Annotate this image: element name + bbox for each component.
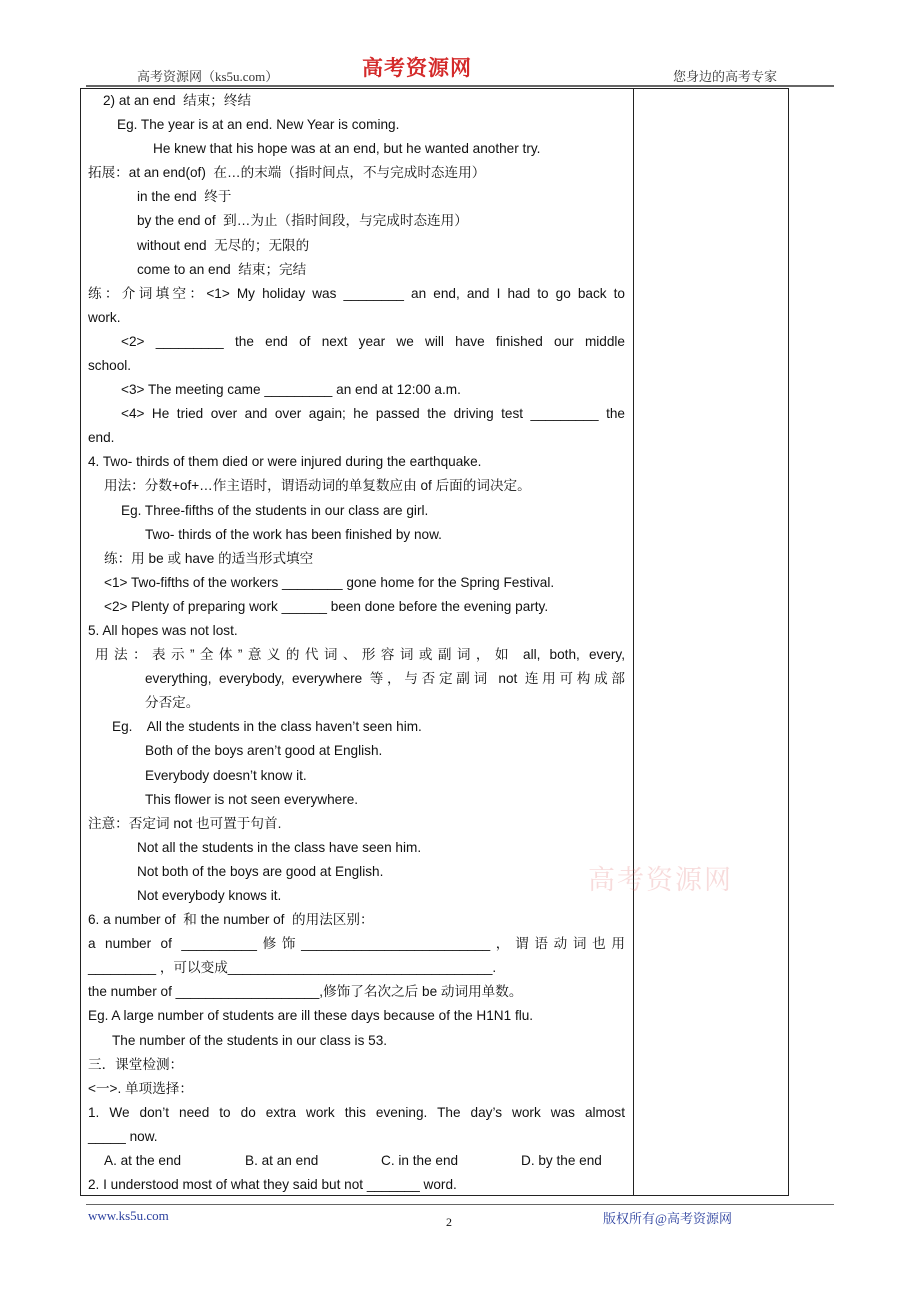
text-line: Not all the students in the class have seen him. <box>137 839 422 855</box>
text-line: <3> The meeting came _________ an end at 12:00 a.m. <box>121 382 461 398</box>
text-line: 拓展：at an end(of) 在…的末端（指时间点，不与完成时态连用） <box>88 165 486 181</box>
text-line: 4. Two- thirds of them died or were injured during the earthquake. <box>88 454 482 470</box>
text-line: _________ ，可以变成___________________________________. <box>88 960 497 976</box>
text-line: <1> Two-fifths of the workers ________ gone home for the Spring Festival. <box>104 574 555 590</box>
option-d: D. by the end <box>521 1153 602 1168</box>
watermark: 高考资源网 <box>588 865 733 896</box>
text-line: work. <box>88 309 121 325</box>
text-line: Eg. The year is at an end. New Year is coming. <box>117 117 400 133</box>
text-line: 练：介词填空：<1> My holiday was ________ an end, and I had to go back to <box>88 285 625 301</box>
text-line: Eg. Three-fifths of the students in our class are girl. <box>121 502 429 518</box>
text-line: 5. All hopes was not lost. <box>88 622 238 638</box>
text-line: come to an end 结束；完结 <box>137 261 307 277</box>
header-slogan: 您身边的高考专家 <box>673 69 778 84</box>
text-line: He knew that his hope was at an end, but he wanted another try. <box>153 141 541 157</box>
text-line: a number of __________修饰_________________________，谓语动词也用 <box>88 936 625 952</box>
text-line: 用法：表示”全体”意义的代词、形容词或副词，如 all, both, every, <box>95 647 625 663</box>
footer-link[interactable]: www.ks5u.com <box>88 1208 169 1223</box>
text-line: Everybody doesn’t know it. <box>145 767 307 783</box>
text-line: _____ now. <box>88 1128 158 1144</box>
text-line: Not both of the boys are good at English. <box>137 863 384 879</box>
table-column-divider <box>633 88 634 1196</box>
text-line: Not everybody knows it. <box>137 887 282 903</box>
text-line: 注意：否定词 not 也可置于句首. <box>88 815 282 831</box>
footer-divider <box>86 1204 834 1205</box>
text-line: 1. We don’t need to do extra work this evening. The day’s work was almost <box>88 1104 625 1120</box>
text-line: Both of the boys aren’t good at English. <box>145 743 383 759</box>
text-line: by the end of 到…为止（指时间段，与完成时态连用） <box>137 213 468 229</box>
text-line: <4> He tried over and over again; he passed the driving test _________ the <box>121 406 625 422</box>
text-line: 6. a number of 和 the number of 的用法区别： <box>88 912 374 928</box>
text-line: <2> _________ the end of next year we will have finished our middle <box>121 333 625 349</box>
text-line: The number of the students in our class is 53. <box>112 1032 388 1048</box>
text-line: 分否定。 <box>145 695 200 711</box>
text-line: <2> Plenty of preparing work ______ been done before the evening party. <box>104 598 549 614</box>
text-line: 2) at an end 结束；终结 <box>103 93 252 108</box>
text-line: everything, everybody, everywhere 等，与否定副词 not 连用可构成部 <box>145 671 625 687</box>
option-c: C. in the end <box>381 1153 459 1168</box>
text-line: in the end 终于 <box>137 189 232 205</box>
text-line: 三．课堂检测： <box>88 1056 184 1072</box>
text-line: 用法：分数+of+…作主语时，谓语动词的单复数应由 of 后面的词决定。 <box>104 478 531 494</box>
text-line: <一>. 单项选择： <box>88 1080 193 1096</box>
page-number: 2 <box>446 1215 452 1229</box>
option-b: B. at an end <box>245 1153 319 1168</box>
text-line: Two- thirds of the work has been finished by now. <box>145 526 442 542</box>
text-line: end. <box>88 430 115 446</box>
option-a: A. at the end <box>104 1153 182 1168</box>
text-line: Eg. A large number of students are ill these days because of the H1N1 flu. <box>88 1008 534 1024</box>
text-line: the number of ___________________,修饰了名次之后 be 动词用单数。 <box>88 984 523 1000</box>
footer-copyright: 版权所有@高考资源网 <box>603 1211 732 1226</box>
text-line: This flower is not seen everywhere. <box>145 791 359 807</box>
text-line: school. <box>88 357 132 373</box>
text-line: without end 无尽的；无限的 <box>137 237 310 253</box>
text-line: Eg. All the students in the class haven’t seen him. <box>112 719 422 735</box>
header-logo: 高考资源网 <box>362 55 472 80</box>
text-line: 2. I understood most of what they said but not _______ word. <box>88 1177 457 1193</box>
header-divider <box>86 85 834 87</box>
text-line: 练：用 be 或 have 的适当形式填空 <box>104 550 314 566</box>
header-site-name: 高考资源网（ks5u.com） <box>137 69 279 84</box>
